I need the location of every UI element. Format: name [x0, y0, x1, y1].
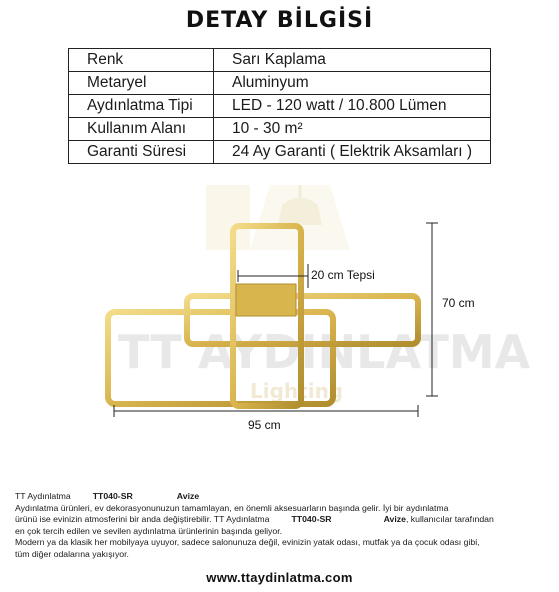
product-type-inline: Avize — [383, 514, 406, 524]
description-line: tüm diğer odalarına yakışıyor. — [15, 548, 129, 559]
product-header-line — [15, 491, 550, 503]
model-code-inline: TT040-SR — [291, 514, 332, 524]
description-line: Aydınlatma ürünleri, ev dekorasyonunuzun tamamlayan, en önemli aksesuarların başında gelir. İyi bir aydınlatma — [15, 502, 449, 513]
spec-table — [68, 48, 491, 164]
watermark-lamp-icon — [206, 185, 350, 250]
spec-label: Renk — [69, 49, 214, 72]
description-line — [15, 514, 550, 526]
spec-value: 24 Ay Garanti ( Elektrik Aksamları ) — [214, 141, 491, 164]
spec-label: Kullanım Alanı — [69, 118, 214, 141]
spec-value: LED - 120 watt / 10.800 Lümen — [214, 95, 491, 118]
width-dimension-label: 95 cm — [248, 418, 281, 432]
product-description — [15, 491, 550, 560]
height-dimension-label: 70 cm — [442, 296, 475, 310]
watermark-text: TT AYDINLATMA — [118, 325, 531, 379]
brand-name: TT Aydınlatma — [15, 491, 71, 501]
description-text: ürünü ise evinizin atmosferini bir anda değiştirebilir. TT Aydınlatma — [15, 514, 270, 524]
page-title: DETAY BİLGİSİ — [185, 8, 374, 33]
product-type: Avize — [176, 491, 200, 501]
model-code: TT040-SR — [92, 491, 133, 501]
watermark-sub-text: Lighting — [250, 379, 344, 403]
spec-row-warranty — [69, 141, 491, 164]
spec-label: Aydınlatma Tipi — [69, 95, 214, 118]
spec-value: Aluminyum — [214, 72, 491, 95]
product-diagram — [0, 180, 559, 440]
spec-row-usage-area — [69, 118, 491, 141]
website-link[interactable]: www.ttaydinlatma.com — [206, 570, 353, 585]
description-text: , kullanıcılar tarafından — [405, 514, 494, 524]
spec-value: 10 - 30 m² — [214, 118, 491, 141]
spec-value: Sarı Kaplama — [214, 49, 491, 72]
ceiling-tray — [236, 284, 296, 316]
spec-row-lighting-type — [69, 95, 491, 118]
spec-label: Garanti Süresi — [69, 141, 214, 164]
spec-row-material — [69, 72, 491, 95]
description-line: Modern ya da klasik her mobilyaya uyuyor, sadece salonunuza değil, evinizin yatak odası, mutfak ya da çocuk odası gibi, — [15, 537, 480, 547]
tray-dimension-label: 20 cm Tepsi — [311, 268, 375, 282]
spec-row-color — [69, 49, 491, 72]
spec-label: Metaryel — [69, 72, 214, 95]
description-line: en çok tercih edilen ve sevilen aydınlatma ürünlerinin başında geliyor. — [15, 525, 283, 536]
